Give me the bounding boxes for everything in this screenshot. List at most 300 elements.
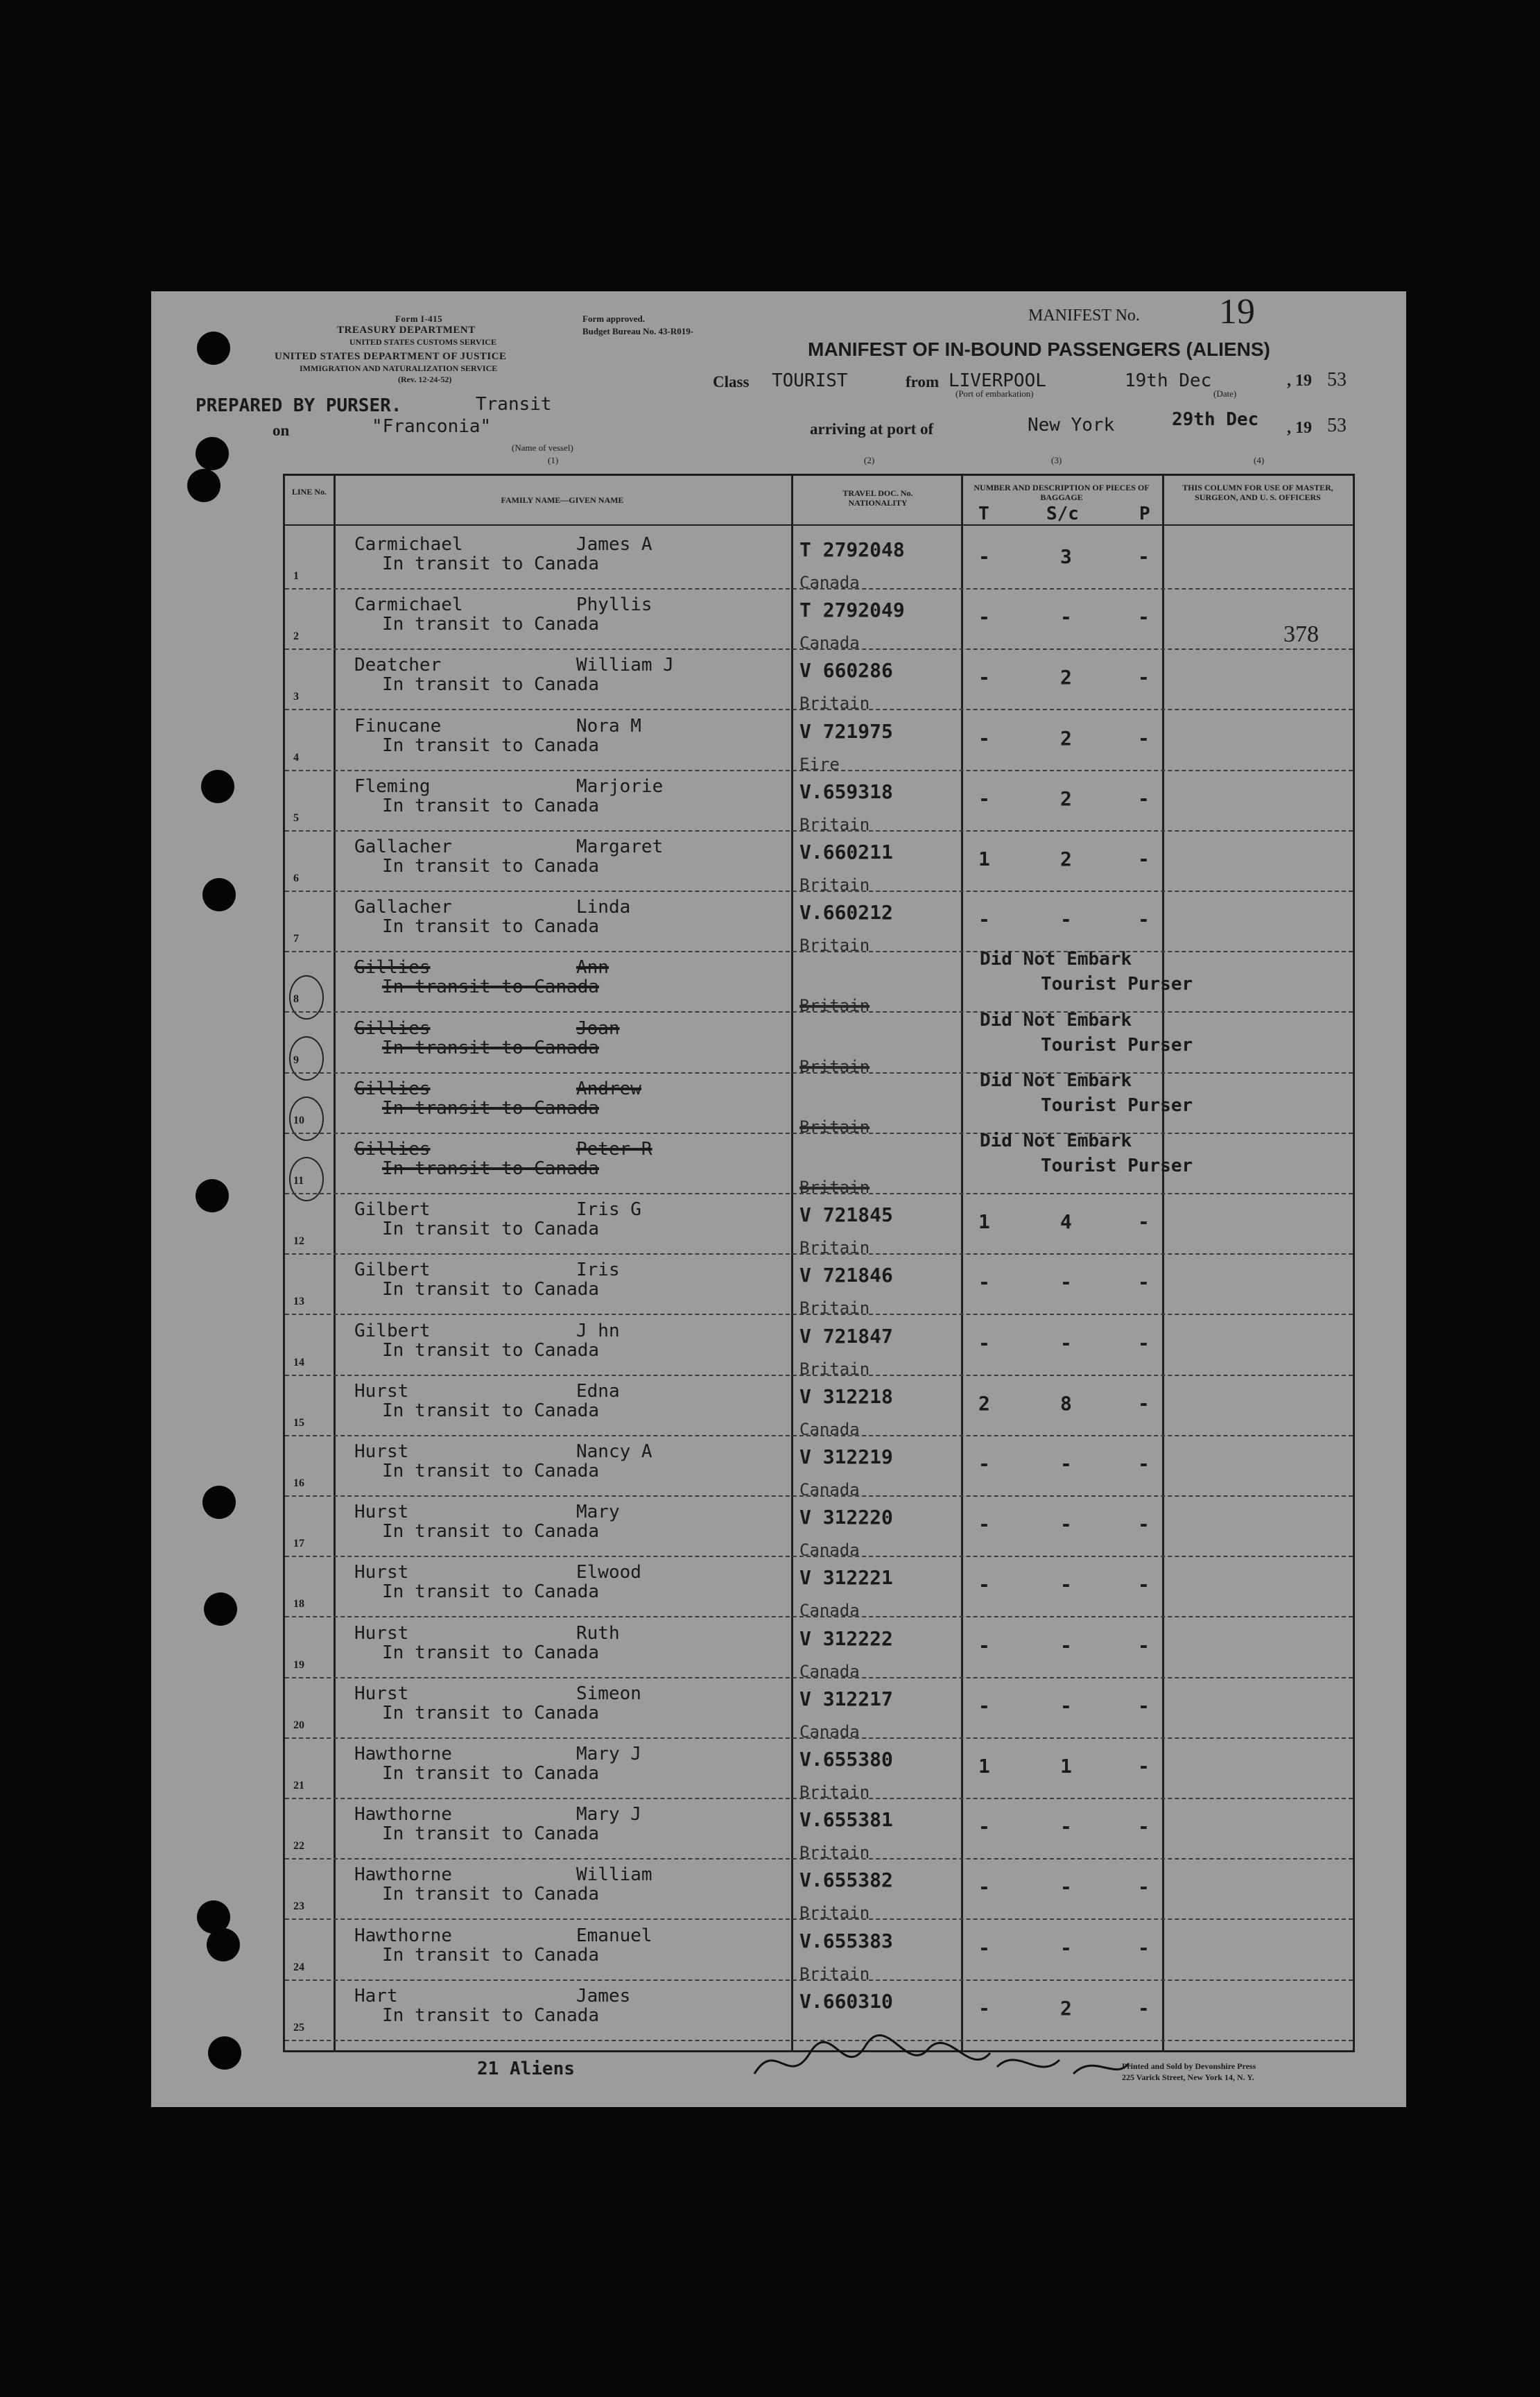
baggage-suitcases: - (1060, 1331, 1072, 1355)
row-rule (285, 1858, 1353, 1859)
row-rule (285, 1556, 1353, 1557)
family-name: Deatcher (354, 655, 442, 676)
binder-hole (196, 1179, 229, 1212)
travel-doc-number: T 2792048 (799, 538, 905, 561)
line-no-header: LINE No. (291, 487, 327, 497)
baggage-suitcases: 2 (1060, 726, 1072, 750)
year-prefix-1: , 19 (1287, 372, 1312, 390)
row-number: 15 (293, 1416, 304, 1429)
row-number: 12 (293, 1235, 304, 1248)
travel-doc-number: V 312218 (799, 1384, 893, 1408)
binder-hole (208, 2036, 241, 2070)
table-row (285, 1619, 1353, 1679)
given-name: Mary (576, 1502, 620, 1523)
given-name: Emanuel (576, 1925, 652, 1946)
nationality: Britain (799, 1056, 870, 1076)
baggage-trunks: 1 (978, 1210, 990, 1234)
transit-note: In transit to Canada (382, 614, 600, 635)
year-2: 53 (1327, 415, 1347, 436)
officers-header: THIS COLUMN FOR USE OF MASTER, SURGEON, AND U. S. OFFICERS (1182, 483, 1333, 502)
baggage-packages: - (1138, 848, 1150, 870)
given-name: Joan (576, 1017, 620, 1039)
table-row (285, 1921, 1353, 1982)
given-name: Ruth (576, 1622, 620, 1644)
row-rule (285, 1435, 1353, 1436)
baggage-packages: - (1138, 1271, 1150, 1294)
transit-note: In transit to Canada (382, 1702, 600, 1724)
travel-doc-number: V.659318 (799, 780, 893, 803)
baggage-suitcases: 2 (1060, 1996, 1072, 2020)
row-number: 24 (293, 1961, 304, 1973)
travel-doc-number: V.660211 (799, 841, 893, 864)
binder-hole (187, 469, 220, 502)
travel-doc-number: V 721845 (799, 1203, 893, 1227)
family-name: Carmichael (354, 534, 463, 555)
row-number: 13 (293, 1296, 304, 1308)
nationality: Britain (799, 1782, 870, 1802)
transit-note: In transit to Canada (382, 1642, 600, 1663)
arrival-port: New York (1028, 415, 1115, 436)
travel-doc-number: V 660286 (799, 659, 893, 682)
table-row (285, 1195, 1353, 1258)
nationality: Britain (799, 875, 870, 895)
baggage-trunks: - (978, 1875, 990, 1899)
row-rule (285, 1011, 1353, 1013)
nationality: Eire (799, 754, 840, 774)
baggage-packages: - (1138, 1452, 1150, 1475)
row-rule (285, 891, 1353, 892)
baggage-suitcases: - (1060, 1452, 1072, 1475)
baggage-packages: - (1138, 666, 1150, 689)
ins-label: IMMIGRATION AND NATURALIZATION SERVICE (300, 363, 498, 373)
baggage-trunks: - (978, 1271, 990, 1294)
transit-note: In transit to Canada (382, 1884, 600, 1905)
given-name: Nancy A (576, 1441, 652, 1462)
binder-hole (207, 1928, 240, 1961)
table-row (285, 1377, 1353, 1437)
baggage-trunks: - (978, 1452, 990, 1475)
col-num-4: (4) (1254, 455, 1265, 465)
given-name: William (576, 1864, 652, 1886)
nationality: Canada (799, 1661, 860, 1681)
transit-word: Transit (476, 394, 552, 415)
treasury-dept: TREASURY DEPARTMENT (337, 325, 476, 336)
row-number: 11 (293, 1175, 304, 1187)
nationality: Britain (799, 996, 870, 1016)
transit-note: In transit to Canada (382, 1521, 600, 1543)
baggage-packages: - (1138, 908, 1150, 931)
travel-doc-number: V 721847 (799, 1324, 893, 1348)
baggage-trunks: - (978, 726, 990, 750)
baggage-suitcases: - (1060, 605, 1072, 629)
travel-doc-number: V.655382 (799, 1868, 893, 1892)
tourist-purser-note: Tourist Purser (1041, 1155, 1193, 1176)
row-rule (285, 1737, 1353, 1739)
travel-doc-number: V.660310 (799, 1989, 893, 2013)
row-number: 6 (293, 873, 299, 884)
baggage-suitcases: - (1060, 908, 1072, 931)
from-value: LIVERPOOL (949, 370, 1046, 391)
class-value: TOURIST (772, 370, 848, 391)
baggage-packages: - (1138, 1755, 1150, 1778)
transit-note: In transit to Canada (382, 1763, 600, 1784)
binder-hole (196, 437, 229, 470)
row-number: 9 (293, 1054, 299, 1066)
nationality: Britain (799, 936, 870, 956)
did-not-embark-note: Did Not Embark (980, 1069, 1132, 1091)
header-rule (285, 524, 1353, 526)
nationality: Britain (799, 1903, 870, 1923)
row-rule (285, 709, 1353, 710)
baggage-packages: - (1138, 1573, 1150, 1597)
nationality: Canada (799, 573, 860, 592)
given-name: Iris (576, 1260, 620, 1281)
baggage-suitcases: - (1060, 1271, 1072, 1294)
given-name: Elwood (576, 1562, 641, 1583)
nationality: Canada (799, 1480, 860, 1500)
nationality: Britain (799, 1117, 870, 1137)
baggage-packages: - (1138, 1936, 1150, 1959)
baggage-trunks: - (978, 1694, 990, 1717)
row-number: 16 (293, 1477, 304, 1489)
manifest-title: MANIFEST OF IN-BOUND PASSENGERS (ALIENS) (808, 338, 1270, 360)
table-row (285, 1679, 1353, 1742)
family-name: Hawthorne (354, 1804, 452, 1825)
travel-doc-number: V 721975 (799, 719, 893, 743)
row-number: 22 (293, 1840, 304, 1853)
transit-note: In transit to Canada (382, 1400, 600, 1421)
row-number: 18 (293, 1598, 304, 1610)
row-number: 23 (293, 1900, 304, 1913)
row-number: 5 (293, 811, 299, 824)
table-row (285, 712, 1353, 772)
tourist-purser-note: Tourist Purser (1041, 1034, 1193, 1056)
year-prefix-2: , 19 (1287, 419, 1312, 437)
row-number: 3 (293, 691, 299, 703)
transit-note: In transit to Canada (382, 1037, 600, 1058)
travel-doc-number: V.655381 (799, 1808, 893, 1832)
table-row (285, 1316, 1353, 1377)
family-name: Gillies (354, 1139, 431, 1160)
name-header: FAMILY NAME—GIVEN NAME (501, 495, 624, 505)
given-name: Mary J (576, 1744, 641, 1764)
table-row (285, 1558, 1353, 1621)
baggage-trunks: - (978, 1996, 990, 2020)
total-aliens: 21 Aliens (477, 2059, 575, 2079)
baggage-packages: - (1138, 1815, 1150, 1839)
row-rule (285, 1193, 1353, 1194)
baggage-packages: - (1138, 1331, 1150, 1355)
baggage-suitcases: 3 (1060, 545, 1072, 568)
travel-doc-number: V.655383 (799, 1929, 893, 1952)
bag-t-header: T (978, 504, 989, 524)
nationality: Britain (799, 1178, 870, 1197)
table-row (285, 893, 1353, 956)
nationality: Britain (799, 1964, 870, 1984)
baggage-suitcases: - (1060, 1573, 1072, 1597)
family-name: Gillies (354, 1017, 431, 1039)
from-label: from (906, 373, 940, 390)
travel-doc-number: V 312221 (799, 1566, 893, 1590)
table-row (285, 832, 1353, 893)
row-rule (285, 1798, 1353, 1799)
nationality: Canada (799, 1540, 860, 1561)
row-number: 21 (293, 1780, 304, 1792)
baggage-packages: - (1138, 1210, 1150, 1234)
year-1: 53 (1327, 369, 1347, 390)
family-name: Hurst (354, 1441, 409, 1462)
baggage-packages: - (1138, 1996, 1150, 2020)
family-name: Hurst (354, 1683, 409, 1704)
baggage-suitcases: - (1060, 1875, 1072, 1899)
did-not-embark-note: Did Not Embark (980, 949, 1132, 970)
row-rule (285, 1918, 1353, 1920)
transit-note: In transit to Canada (382, 977, 600, 998)
binder-hole (197, 332, 230, 365)
family-name: Gillies (354, 1078, 431, 1099)
transit-note: In transit to Canada (382, 856, 600, 877)
form-approved: Form approved. (582, 313, 646, 324)
travel-doc-header: TRAVEL DOC. No. NATIONALITY (842, 488, 913, 508)
nationality: Britain (799, 814, 870, 834)
given-name: Simeon (576, 1683, 641, 1704)
nationality: Britain (799, 1238, 870, 1258)
travel-doc-number: V 312220 (799, 1506, 893, 1529)
row-rule (285, 1133, 1353, 1134)
nationality: Canada (799, 633, 860, 653)
table-row (285, 1009, 1353, 1076)
table-row (285, 651, 1353, 714)
family-name: Hawthorne (354, 1744, 452, 1764)
family-name: Gilbert (354, 1199, 431, 1221)
nationality: Britain (799, 1359, 870, 1379)
family-name: Hurst (354, 1562, 409, 1583)
row-rule (285, 951, 1353, 952)
printer-line-2: 225 Varick Street, New York 14, N. Y. (1122, 2072, 1254, 2082)
baggage-trunks: - (978, 666, 990, 689)
on-label: on (272, 422, 290, 439)
travel-doc-number: V 312219 (799, 1445, 893, 1468)
binder-hole (202, 878, 236, 911)
embark-date: 19th Dec (1125, 370, 1212, 391)
family-name: Gilbert (354, 1260, 431, 1281)
row-rule (285, 1979, 1353, 1981)
transit-note: In transit to Canada (382, 1097, 600, 1119)
nationality: Canada (799, 1601, 860, 1621)
arrival-date: 29th Dec (1172, 409, 1259, 430)
given-name: James A (576, 534, 652, 555)
budget-bureau: Budget Bureau No. 43-R019- (582, 326, 694, 336)
baggage-trunks: - (978, 787, 990, 810)
family-name: Fleming (354, 775, 431, 797)
family-name: Gillies (354, 957, 431, 979)
row-rule (285, 1253, 1353, 1255)
row-rule (285, 588, 1353, 590)
transit-note: In transit to Canada (382, 916, 600, 938)
given-name: Andrew (576, 1078, 641, 1099)
row-rule (285, 1072, 1353, 1074)
row-number: 19 (293, 1658, 304, 1671)
baggage-suitcases: - (1060, 1513, 1072, 1536)
row-number: 14 (293, 1356, 304, 1368)
binder-hole (201, 770, 234, 803)
given-name: Iris G (576, 1199, 641, 1221)
family-name: Hurst (354, 1622, 409, 1644)
binder-hole (202, 1486, 236, 1519)
col-num-3: (3) (1051, 455, 1062, 465)
baggage-packages: - (1138, 605, 1150, 629)
row-number: 4 (293, 751, 299, 764)
transit-note: In transit to Canada (382, 553, 600, 574)
row-number: 8 (293, 993, 299, 1006)
travel-doc-number: V.655380 (799, 1748, 893, 1771)
row-number: 7 (293, 933, 299, 945)
manifest-sheet (151, 291, 1406, 2107)
row-number: 20 (293, 1719, 304, 1731)
officer-signature-icon (747, 2025, 1136, 2095)
baggage-packages: - (1138, 787, 1150, 810)
family-name: Hurst (354, 1380, 409, 1402)
travel-doc-number: V 312217 (799, 1687, 893, 1710)
baggage-suitcases: 2 (1060, 666, 1072, 689)
row-rule (285, 1495, 1353, 1497)
table-row (285, 772, 1353, 832)
baggage-suitcases: 1 (1060, 1755, 1072, 1778)
row-rule (285, 770, 1353, 771)
baggage-trunks: - (978, 545, 990, 568)
travel-doc-number: V 721846 (799, 1264, 893, 1287)
baggage-packages: - (1138, 726, 1150, 750)
nationality: Britain (799, 1843, 870, 1863)
bag-p-header: P (1139, 504, 1150, 524)
row-rule (285, 1616, 1353, 1617)
given-name: Phyllis (576, 594, 652, 616)
travel-doc-number: V.660212 (799, 901, 893, 925)
passenger-table (283, 474, 1355, 2052)
given-name: Linda (576, 897, 631, 918)
port-embark-label: (Port of embarkation) (955, 388, 1034, 399)
nationality: Canada (799, 1419, 860, 1439)
table-row (285, 1739, 1353, 1800)
row-rule (285, 1375, 1353, 1376)
baggage-trunks: 1 (978, 1755, 990, 1778)
given-name: Nora M (576, 715, 641, 737)
baggage-suitcases: 2 (1060, 787, 1072, 810)
manifest-number: 19 (1219, 292, 1255, 332)
baggage-trunks: - (978, 605, 990, 629)
baggage-trunks: - (978, 1573, 990, 1597)
row-rule (285, 648, 1353, 650)
baggage-trunks: 1 (978, 848, 990, 870)
side-note: 378 (1283, 621, 1319, 647)
col-num-1: (1) (548, 455, 559, 465)
travel-doc-number: T 2792049 (799, 599, 905, 622)
baggage-trunks: - (978, 1331, 990, 1355)
baggage-suitcases: 4 (1060, 1210, 1072, 1234)
table-row (285, 1497, 1353, 1561)
given-name: Marjorie (576, 775, 664, 797)
did-not-embark-note: Did Not Embark (980, 1131, 1132, 1151)
baggage-suitcases: - (1060, 1936, 1072, 1959)
transit-note: In transit to Canada (382, 1219, 600, 1240)
row-rule (285, 830, 1353, 832)
row-number: 1 (293, 570, 299, 582)
form-number: Form I-415 (395, 313, 443, 324)
given-name: Margaret (576, 836, 664, 857)
transit-note: In transit to Canada (382, 1461, 600, 1481)
baggage-trunks: - (978, 908, 990, 931)
baggage-suitcases: 2 (1060, 848, 1072, 870)
row-rule (285, 1314, 1353, 1315)
baggage-packages: - (1138, 545, 1150, 568)
family-name: Gallacher (354, 836, 452, 857)
tourist-purser-note: Tourist Purser (1041, 1094, 1193, 1116)
transit-note: In transit to Canada (382, 1158, 600, 1179)
transit-note: In transit to Canada (382, 1823, 600, 1845)
class-label: Class (713, 373, 750, 390)
transit-note: In transit to Canada (382, 1944, 600, 1966)
given-name: J hn (576, 1320, 620, 1341)
family-name: Hart (354, 1985, 398, 2007)
transit-note: In transit to Canada (382, 674, 600, 696)
row-number: 10 (293, 1114, 304, 1126)
arriving-label: arriving at port of (810, 420, 934, 438)
justice-dept: UNITED STATES DEPARTMENT OF JUSTICE (275, 351, 507, 362)
family-name: Hurst (354, 1502, 409, 1523)
customs-service: UNITED STATES CUSTOMS SERVICE (349, 337, 496, 347)
baggage-packages: - (1138, 1694, 1150, 1717)
transit-note: In transit to Canada (382, 734, 600, 756)
transit-note: In transit to Canada (382, 1339, 600, 1361)
table-row (285, 1860, 1353, 1921)
given-name: William J (576, 655, 674, 676)
date-label: (Date) (1213, 388, 1237, 399)
transit-note: In transit to Canada (382, 1279, 600, 1300)
family-name: Carmichael (354, 594, 463, 616)
transit-note: In transit to Canada (382, 1581, 600, 1603)
baggage-header: NUMBER AND DESCRIPTION OF PIECES OF BAGGAGE (974, 483, 1150, 502)
given-name: Ann (576, 957, 609, 979)
baggage-trunks: - (978, 1513, 990, 1536)
transit-note: In transit to Canada (382, 795, 600, 816)
baggage-trunks: - (978, 1936, 990, 1959)
table-row (285, 530, 1353, 590)
baggage-suitcases: - (1060, 1694, 1072, 1717)
baggage-packages: - (1138, 1513, 1150, 1536)
baggage-trunks: 2 (978, 1391, 990, 1415)
table-row (285, 1800, 1353, 1863)
family-name: Gilbert (354, 1320, 431, 1341)
table-row (285, 1255, 1353, 1316)
nationality: Canada (799, 1721, 860, 1742)
manifest-label: MANIFEST No. (1028, 307, 1140, 325)
printer-line-1: Printed and Sold by Devonshire Press (1122, 2061, 1256, 2071)
did-not-embark-note: Did Not Embark (980, 1009, 1132, 1031)
baggage-trunks: - (978, 1815, 990, 1839)
row-number: 25 (293, 2021, 304, 2034)
family-name: Hawthorne (354, 1925, 452, 1946)
baggage-packages: - (1138, 1875, 1150, 1899)
tourist-purser-note: Tourist Purser (1041, 974, 1193, 995)
prepared-by: PREPARED BY PURSER. (196, 395, 402, 416)
vessel-name: "Franconia" (372, 416, 492, 437)
given-name: Edna (576, 1380, 620, 1402)
vessel-label: (Name of vessel) (512, 443, 573, 453)
given-name: James (576, 1985, 631, 2007)
binder-hole (204, 1592, 237, 1626)
table-row (285, 590, 1353, 651)
baggage-packages: - (1138, 1391, 1150, 1415)
